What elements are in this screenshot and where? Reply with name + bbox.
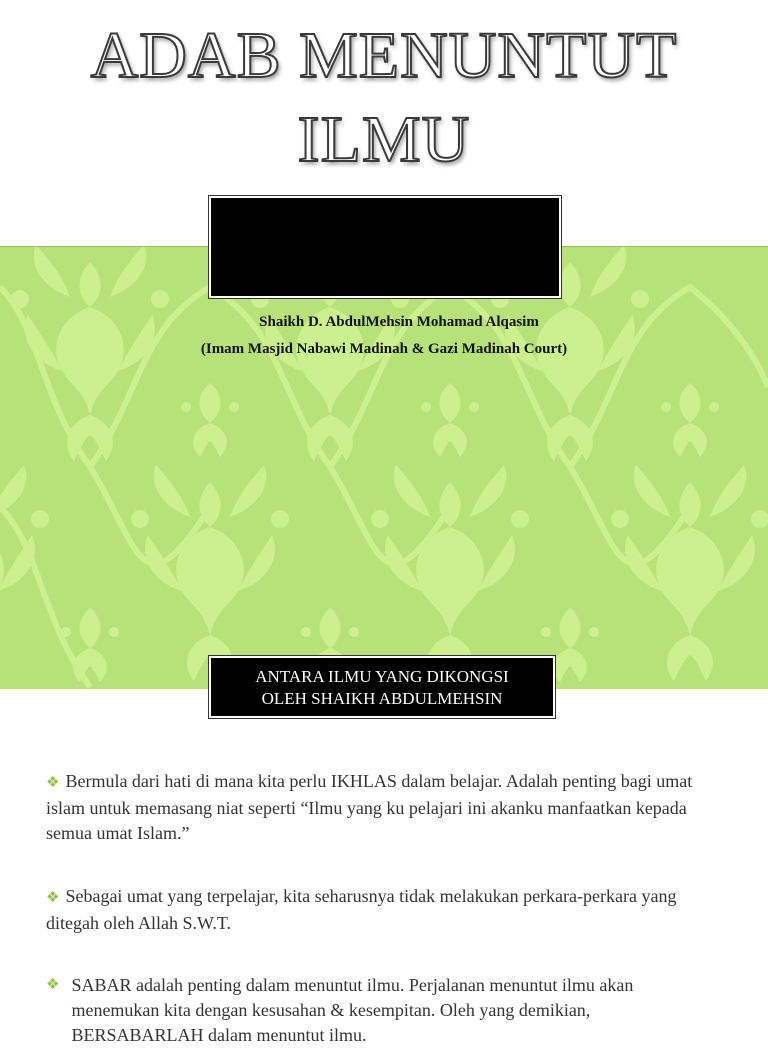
point-2-text: Sebagai umat yang terpelajar, kita seharusnya tidak melakukan perkara-perkara yang ditegah oleh Allah S.W.T.	[46, 886, 677, 933]
diamond-bullet-icon: ❖	[46, 775, 60, 791]
section-heading-line-2: OLEH SHAIKH ABDULMEHSIN	[261, 689, 503, 708]
section-heading-line-1: ANTARA ILMU YANG DIKONGSI	[255, 667, 509, 686]
diamond-bullet-icon: ❖	[46, 890, 60, 906]
point-3	[46, 973, 716, 1048]
title-line-1: ADAB MENUNTUT	[90, 19, 678, 92]
diamond-bullet-icon: ❖	[46, 977, 60, 993]
point-3-text: SABAR adalah penting dalam menuntut ilmu. Perjalanan menuntut ilmu akan menemukan kita dengan kesusahan & kesempitan. Oleh yang demikian, BERSABARLAH dalam menuntut ilmu.	[71, 975, 634, 1045]
author-name: Shaikh D. AbdulMehsin Mohamad Alqasim	[259, 314, 539, 330]
section-heading	[209, 656, 555, 718]
page-title	[0, 14, 768, 182]
damask-banner	[0, 246, 768, 689]
title-placeholder-box	[209, 196, 561, 298]
point-1-text: Bermula dari hati di mana kita perlu IKHLAS dalam belajar. Adalah penting bagi umat islam untuk memasang niat seperti “Ilmu yang ku pelajari ini akanku manfaatkan kepada semua umat Islam.”	[46, 771, 693, 843]
author-affiliation: (Imam Masjid Nabawi Madinah & Gazi Madinah Court)	[200, 341, 568, 357]
point-1	[46, 769, 706, 846]
point-2	[46, 884, 706, 936]
title-line-2: ILMU	[297, 103, 471, 176]
